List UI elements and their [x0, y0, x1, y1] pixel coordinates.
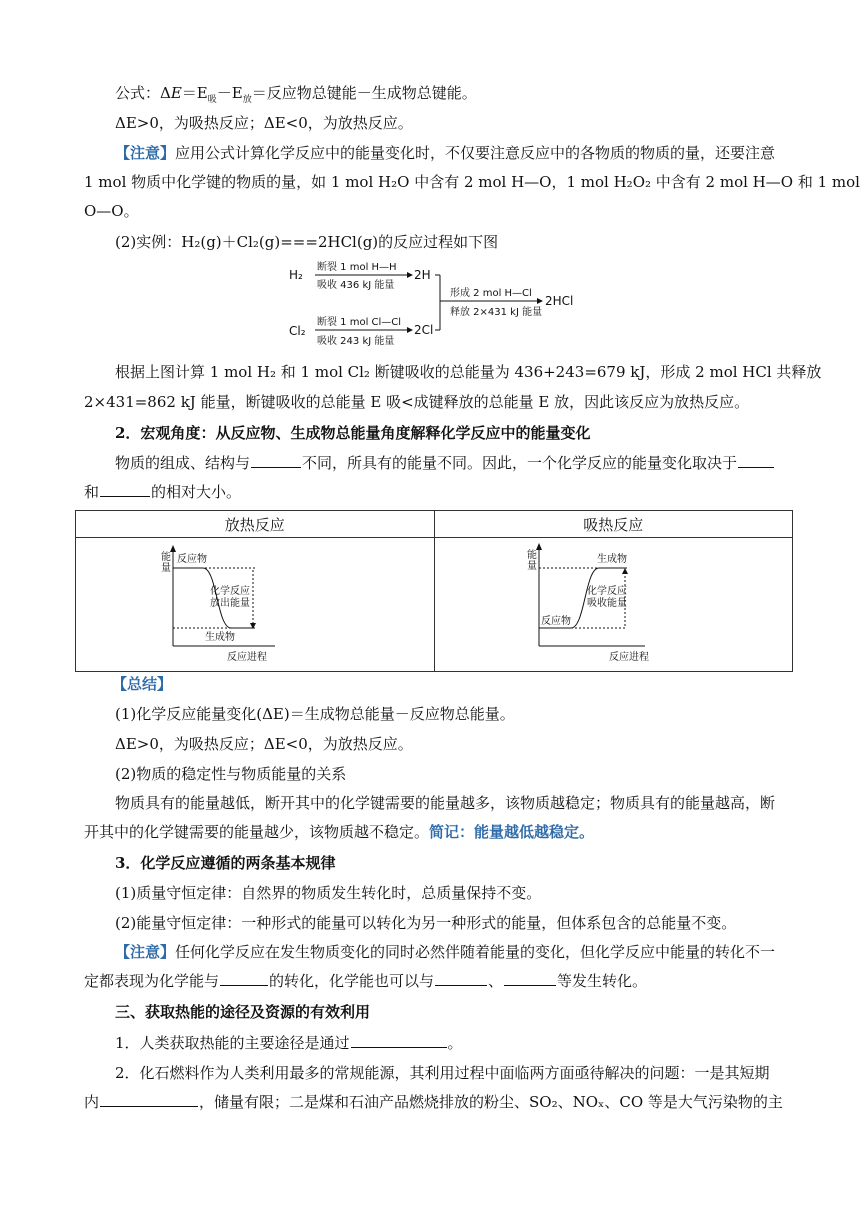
- endo-mid-2: 吸收能量: [587, 597, 628, 609]
- section-3-line-2: (2)能量守恒定律：一种形式的能量可以转化为另一种形式的能量，但体系包含的总能量不变。: [115, 914, 737, 932]
- endo-y-arrow: [536, 543, 542, 550]
- formula-text: ＝E: [181, 84, 208, 102]
- fill-blank[interactable]: [435, 971, 487, 986]
- section-2-text: 物质的组成、结构与: [115, 454, 251, 472]
- example-title: (2)实例：H₂(g)＋Cl₂(g)===2HCl(g)的反应过程如下图: [115, 233, 499, 251]
- formula-sub: 放: [242, 95, 252, 105]
- exo-reactant-label: 反应物: [176, 553, 207, 565]
- fill-blank[interactable]: [504, 971, 556, 986]
- endo-ylabel-2: 量: [527, 560, 538, 572]
- formula-sub: 吸: [207, 95, 217, 105]
- formula-text: －E: [216, 84, 243, 102]
- section-2-title: 2．宏观角度：从反应物、生成物总能量角度解释化学反应中的能量变化: [115, 424, 591, 442]
- section-2-text: 和: [84, 483, 100, 501]
- fill-blank[interactable]: [351, 1033, 447, 1048]
- endo-xlabel: 反应进程: [609, 651, 650, 663]
- note-text: 任何化学反应在发生物质变化的同时必然伴随着能量的变化，但化学反应中能量的转化不一: [175, 943, 776, 961]
- part-3-text: 内: [84, 1093, 100, 1111]
- fill-blank[interactable]: [251, 453, 301, 468]
- formula-line: [115, 82, 788, 111]
- summary-line-5: [84, 821, 788, 843]
- table-header-exothermic: 放热反应: [76, 511, 435, 538]
- part-3-title: 三、获取热能的途径及资源的有效利用: [115, 1003, 371, 1021]
- section-3-title: 3．化学反应遵循的两条基本规律: [115, 854, 336, 872]
- summary-text: 开其中的化学键需要的能量越少，该物质越不稳定。: [84, 823, 430, 841]
- exo-y-arrow: [170, 545, 176, 552]
- calc-line-2: 2×431=862 kJ 能量，断键吸收的总能量 E 吸<成键释放的总能量 E 放，因此该反应为放热反应。: [84, 393, 750, 411]
- note-tag: 【注意】: [115, 144, 176, 162]
- fill-blank[interactable]: [100, 1092, 198, 1107]
- note-tag: 【注意】: [115, 943, 176, 961]
- note-text: 应用公式计算化学反应中的能量变化时，不仅要注意反应中的各物质的物质的量，还要注意: [175, 144, 776, 162]
- endo-mid-1: 化学反应: [587, 585, 628, 597]
- hcl-label: 2HCl: [545, 294, 574, 308]
- hcl-release-label: 释放 2×431 kJ 能量: [450, 307, 543, 318]
- part-3-text: 1．人类获取热能的主要途径是通过: [115, 1034, 350, 1052]
- section-2-para-2: [84, 481, 788, 503]
- h2-break-label: 断裂 1 mol H—H: [317, 262, 397, 273]
- note-1-line: [115, 142, 788, 164]
- reaction-process-diagram: [285, 256, 605, 352]
- exothermic-energy-diagram: [155, 542, 355, 664]
- fill-blank[interactable]: [220, 971, 268, 986]
- section-2-text: 不同，所具有的能量不同。因此，一个化学反应的能量变化取决于: [302, 454, 738, 472]
- exo-ylabel-1: 能: [160, 551, 171, 563]
- note-text: 等发生转化。: [557, 972, 648, 990]
- summary-tag: [112, 673, 788, 695]
- h2-absorb-label: 吸收 436 kJ 能量: [317, 280, 395, 291]
- endo-ylabel-1: 能: [527, 549, 538, 561]
- two-h-label: 2H: [414, 268, 431, 282]
- exo-product-label: 生成物: [204, 631, 235, 643]
- summary-mnemonic: 简记：能量越低越稳定。: [429, 823, 595, 841]
- exo-xlabel: 反应进程: [226, 651, 267, 663]
- endo-product-label: 生成物: [597, 553, 628, 565]
- calc-line-1: 根据上图计算 1 mol H₂ 和 1 mol Cl₂ 断键吸收的总能量为 436+243=679 kJ，形成 2 mol HCl 共释放: [115, 363, 822, 381]
- cl2-break-label: 断裂 1 mol Cl—Cl: [317, 317, 402, 328]
- summary-line-4: 物质具有的能量越低，断开其中的化学键需要的能量越多，该物质越稳定；物质具有的能量越高，断: [115, 794, 776, 812]
- summary-line-2: ΔE>0，为吸热反应；ΔE<0，为放热反应。: [115, 735, 413, 753]
- endo-arrow-head: [622, 568, 628, 574]
- section-2-para-1: [115, 452, 788, 474]
- note-2-line: [115, 941, 788, 963]
- formula-rule: ΔE>0，为吸热反应；ΔE<0，为放热反应。: [115, 114, 413, 132]
- table-header-endothermic: 吸热反应: [434, 511, 793, 538]
- note-1-line-2: 1 mol 物质中化学键的物质的量，如 1 mol H₂O 中含有 2 mol H—O，1 mol H₂O₂ 中含有 2 mol H—O 和 1 mol: [84, 173, 860, 191]
- cl2-arrow-head: [407, 327, 413, 333]
- exo-mid-1: 化学反应: [209, 585, 250, 597]
- note-1-line-3: O—O。: [84, 202, 139, 220]
- section-3-line-1: (1)质量守恒定律：自然界的物质发生转化时，总质量保持不变。: [115, 884, 542, 902]
- formula-text: 公式：Δ: [115, 84, 171, 102]
- summary-tag-text: 【总结】: [112, 675, 173, 693]
- summary-line-1: (1)化学反应能量变化(ΔE)＝生成物总能量－反应物总能量。: [115, 705, 515, 723]
- two-cl-label: 2Cl: [414, 323, 434, 337]
- cl2-label: Cl₂: [289, 324, 306, 338]
- formula-var: E: [170, 84, 182, 102]
- summary-line-3: (2)物质的稳定性与物质能量的关系: [115, 765, 347, 783]
- exo-mid-2: 放出能量: [209, 597, 250, 609]
- part-3-line-2: 2．化石燃料作为人类利用最多的常规能源，其利用过程中面临两方面亟待解决的问题：一是其短期: [115, 1064, 770, 1082]
- endothermic-energy-diagram: [513, 542, 713, 664]
- note-text: 、: [488, 972, 504, 990]
- section-2-text: 的相对大小。: [151, 483, 242, 501]
- h2-arrow-head: [407, 272, 413, 278]
- hcl-form-label: 形成 2 mol H—Cl: [450, 288, 532, 299]
- h2-label: H₂: [289, 268, 303, 282]
- note-text: 的转化，化学能也可以与: [269, 972, 435, 990]
- exo-ylabel-2: 量: [160, 562, 171, 574]
- hcl-arrow-head: [537, 298, 543, 304]
- fill-blank[interactable]: [738, 453, 774, 468]
- endo-reactant-label: 反应物: [541, 615, 572, 627]
- fill-blank[interactable]: [100, 482, 150, 497]
- part-3-line-1: [115, 1032, 788, 1054]
- note-text: 定都表现为化学能与: [84, 972, 220, 990]
- formula-text: ＝反应物总键能－生成物总键能。: [251, 84, 477, 102]
- part-3-line-3: [84, 1091, 788, 1113]
- part-3-text: ，储量有限；二是煤和石油产品燃烧排放的粉尘、SO₂、NOₓ、CO 等是大气污染物的主: [199, 1093, 783, 1111]
- endothermic-diagram-cell: [434, 538, 793, 672]
- cl2-absorb-label: 吸收 243 kJ 能量: [317, 336, 395, 347]
- reaction-comparison-table: [75, 510, 793, 672]
- exothermic-diagram-cell: [76, 538, 435, 672]
- note-2-line-2: [84, 970, 788, 992]
- part-3-text: 。: [447, 1034, 463, 1052]
